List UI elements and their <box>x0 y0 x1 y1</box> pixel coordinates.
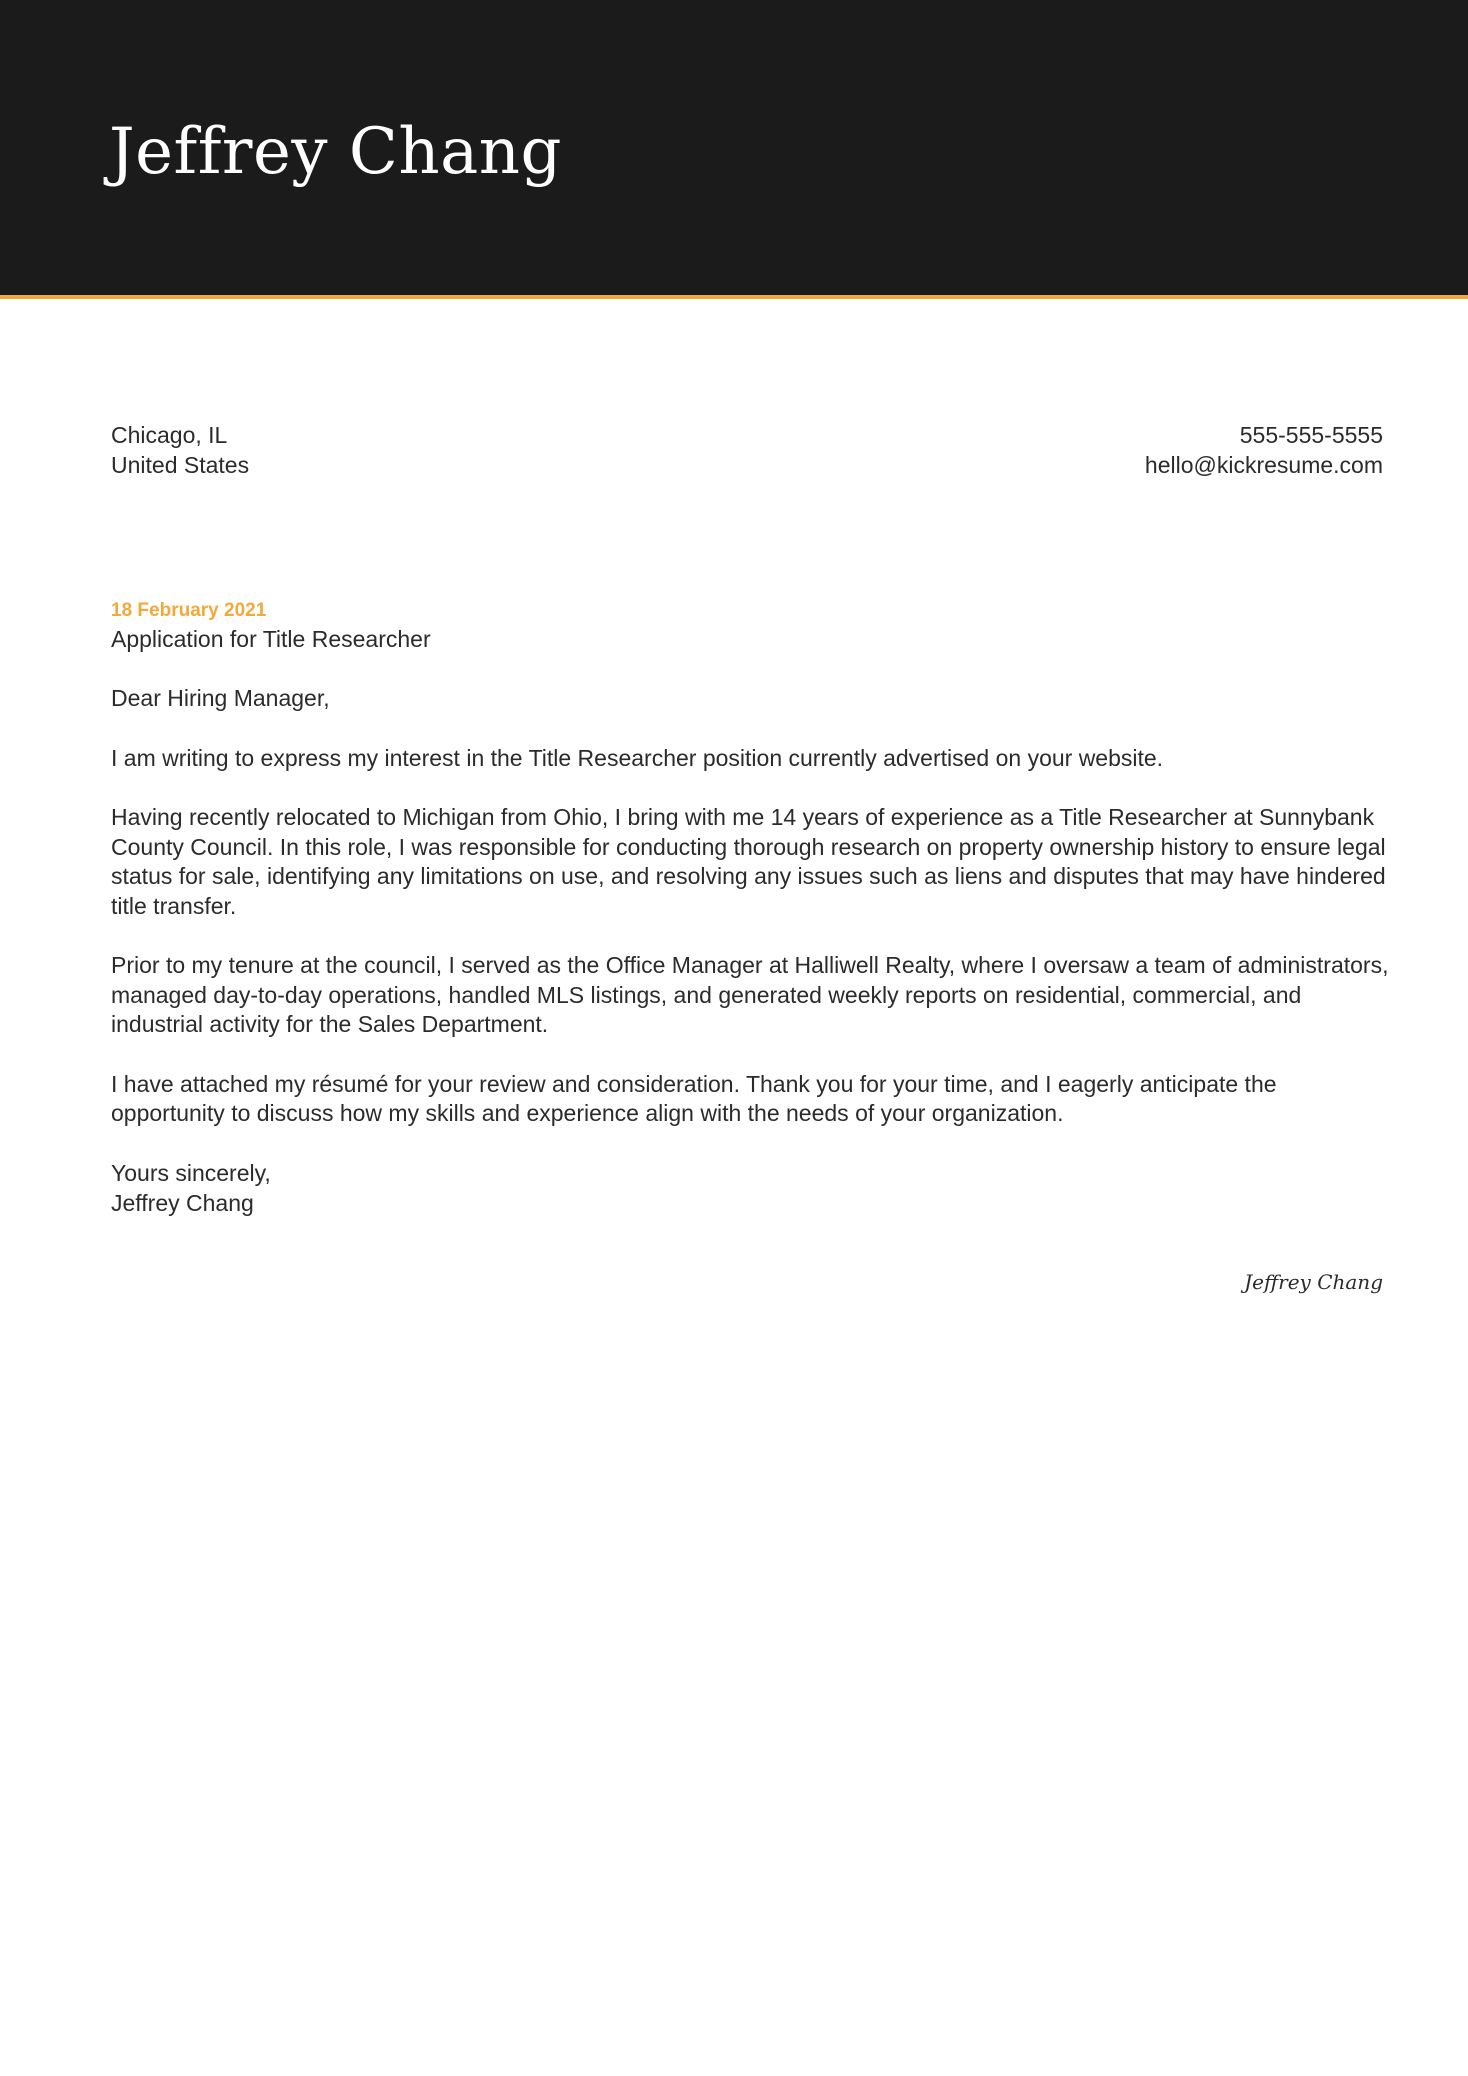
header-banner <box>0 0 1468 299</box>
closing-block <box>111 1158 1391 1218</box>
paragraph: Having recently relocated to Michigan from Ohio, I bring with me 14 years of experience as a Title Researcher at Sunnybank County Council. In this role, I was responsible for conducting thorough research on property ownership history to ensure legal status for sale, identifying any limitations on use, and resolving any issues such as liens and disputes that may have hindered title transfer. <box>111 804 1386 919</box>
address-block <box>111 420 249 480</box>
paragraph: Prior to my tenure at the council, I served as the Office Manager at Halliwell Realty, where I oversaw a team of administrators, managed day-to-day operations, handled MLS listings, and generated weekly reports on residential, commercial, and industrial activity for the Sales Department. <box>111 952 1389 1037</box>
contact-block <box>1145 420 1383 480</box>
phone: 555-555-5555 <box>1239 422 1383 448</box>
country: United States <box>111 452 250 478</box>
paragraph: I am writing to express my interest in the Title Researcher position currently advertised on your website. <box>111 744 1164 771</box>
letter-date: 18 February 2021 <box>111 600 267 621</box>
letter-subject: Application for Title Researcher <box>111 626 431 652</box>
salutation: Dear Hiring Manager, <box>111 685 330 711</box>
closing-name: Jeffrey Chang <box>111 1189 254 1216</box>
paragraph: I have attached my résumé for your review and consideration. Thank you for your time, and I eagerly anticipate the opportunity to discuss how my skills and experience align with the needs of your organization. <box>111 1070 1277 1126</box>
city: Chicago, IL <box>111 422 228 448</box>
closing-phrase: Yours sincerely, <box>111 1159 271 1186</box>
signature: Jeffrey Chang <box>1244 1270 1383 1294</box>
applicant-name: Jeffrey Chang <box>109 115 562 189</box>
letter-body <box>111 598 1391 1218</box>
email: hello@kickresume.com <box>1144 452 1383 478</box>
